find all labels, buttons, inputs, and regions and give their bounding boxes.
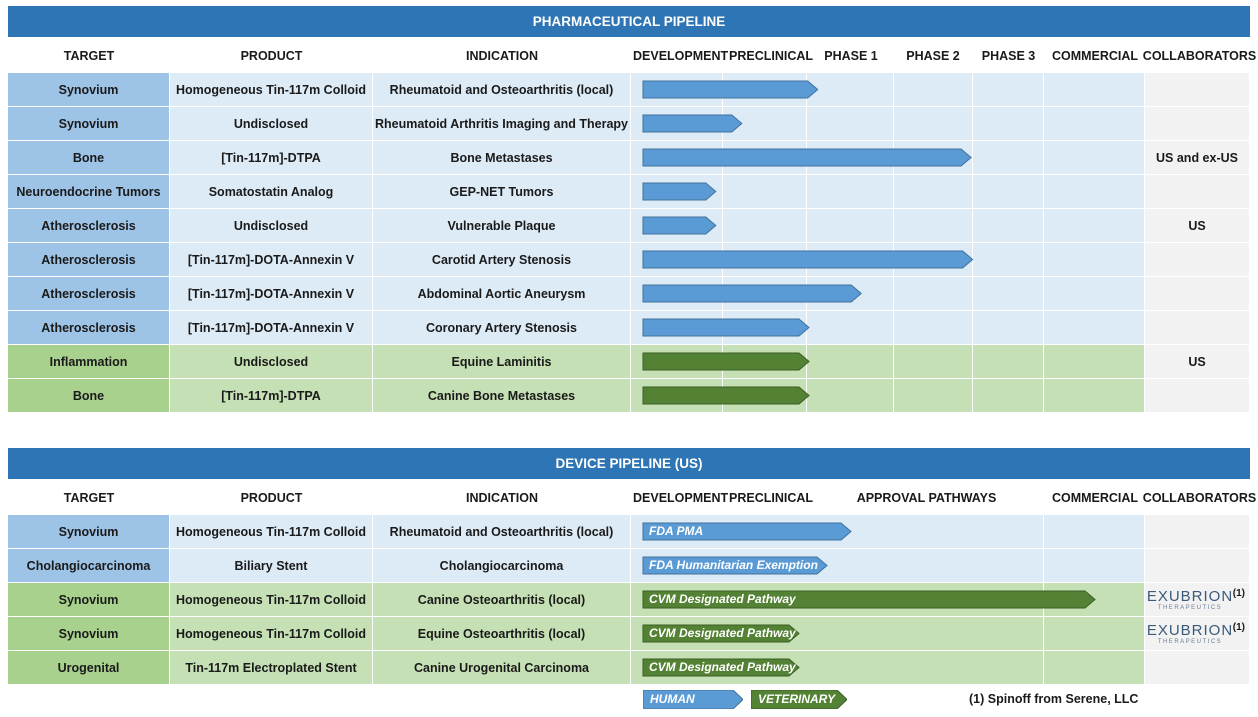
pharma-row (8, 243, 1250, 276)
pharma-stage-cell (1044, 379, 1145, 412)
pharma-header-product: PRODUCT (240, 49, 303, 63)
pharma-product-cell: [Tin-117m]-DOTA-Annexin V (170, 311, 373, 344)
device-target-cell: Synovium (8, 583, 170, 616)
pharma-collaborator-cell: US and ex-US (1145, 141, 1250, 174)
device-header-product: PRODUCT (240, 491, 303, 505)
pharma-stage-cell (807, 311, 894, 344)
device-indication-cell: Cholangiocarcinoma (373, 549, 631, 582)
pharma-stage-cell (973, 311, 1044, 344)
device-pathway-label: CVM Designated Pathway (649, 660, 796, 674)
pharma-row (8, 311, 1250, 344)
pharma-header-commercial: COMMERCIAL (1051, 49, 1139, 63)
pharma-stage-cell (1044, 73, 1145, 106)
pharma-row (8, 209, 1250, 242)
pharma-target-cell: Bone (8, 141, 170, 174)
pharma-target-cell: Atherosclerosis (8, 277, 170, 310)
device-commercial-cell (1044, 651, 1145, 684)
device-target-cell: Synovium (8, 617, 170, 650)
pharma-stage-cell (894, 107, 973, 140)
pharma-progress-bar (643, 115, 742, 132)
device-progress-bar (643, 557, 827, 574)
device-product-cell: Homogeneous Tin-117m Colloid (170, 515, 373, 548)
pharma-product-cell: [Tin-117m]-DTPA (170, 141, 373, 174)
pharma-header-target: TARGET (63, 49, 115, 63)
device-target-cell: Synovium (8, 515, 170, 548)
device-target-cell: Urogenital (8, 651, 170, 684)
pharma-progress-bar (643, 183, 716, 200)
exubrion-logo-name: EXUBRION (1146, 621, 1234, 639)
pharma-indication-cell: Carotid Artery Stenosis (373, 243, 631, 276)
pharma-indication-cell: Equine Laminitis (373, 345, 631, 378)
pharma-stage-cell (894, 277, 973, 310)
pharma-stage-cell (973, 209, 1044, 242)
pharma-stage-cell (807, 379, 894, 412)
device-product-cell: Tin-117m Electroplated Stent (170, 651, 373, 684)
pharma-progress-bar (643, 81, 818, 98)
pharma-progress-bar (643, 353, 809, 370)
device-header-indication: INDICATION (466, 491, 538, 505)
pharma-stage-cell (723, 175, 807, 208)
pharma-header-phase-1: PHASE 1 (824, 49, 878, 63)
pharma-target-cell: Synovium (8, 107, 170, 140)
pharma-progress-bar (643, 285, 861, 302)
device-header-approval-pathways: APPROVAL PATHWAYS (856, 491, 997, 505)
exubrion-logo-sub: THERAPEUTICS (1157, 604, 1223, 611)
legend-human (643, 690, 743, 709)
pharma-product-cell: Undisclosed (170, 107, 373, 140)
pharma-stage-cell (894, 209, 973, 242)
device-row (8, 549, 1250, 582)
pharma-collaborator-cell (1145, 243, 1250, 276)
device-commercial-cell (1044, 617, 1145, 650)
pharma-stage-cell (973, 107, 1044, 140)
pharma-target-cell: Synovium (8, 73, 170, 106)
device-header-collaborators: COLLABORATORS (1142, 491, 1257, 505)
pharma-stage-cell (1044, 209, 1145, 242)
device-indication-cell: Equine Osteoarthritis (local) (373, 617, 631, 650)
pharma-header-development: DEVELOPMENT (633, 49, 729, 63)
device-product-cell: Homogeneous Tin-117m Colloid (170, 583, 373, 616)
pharma-product-cell: [Tin-117m]-DOTA-Annexin V (170, 243, 373, 276)
pharma-stage-cell (1044, 175, 1145, 208)
device-header-commercial: COMMERCIAL (1051, 491, 1139, 505)
device-progress-bar (643, 625, 799, 642)
pharma-target-cell: Atherosclerosis (8, 311, 170, 344)
device-product-cell: Homogeneous Tin-117m Colloid (170, 617, 373, 650)
pharma-stage-cell (973, 243, 1044, 276)
device-row (8, 617, 1250, 650)
device-progress-bar (643, 659, 799, 676)
pharma-stage-cell (973, 277, 1044, 310)
pharma-stage-cell (894, 175, 973, 208)
pharma-target-cell: Bone (8, 379, 170, 412)
pharma-title: PHARMACEUTICAL PIPELINE (8, 6, 1250, 37)
pharma-stage-cell (1044, 277, 1145, 310)
pharma-target-cell: Neuroendocrine Tumors (8, 175, 170, 208)
footnote-ref: (1) (1232, 622, 1245, 633)
pharma-stage-cell (1044, 345, 1145, 378)
pharma-stage-cell (973, 175, 1044, 208)
pharma-collaborator-cell (1145, 379, 1250, 412)
pharma-header-preclinical: PRECLINICAL (729, 49, 814, 63)
pharma-product-cell: Homogeneous Tin-117m Colloid (170, 73, 373, 106)
pharma-target-cell: Inflammation (8, 345, 170, 378)
pharma-stage-cell (1044, 311, 1145, 344)
pharma-progress-bar (643, 217, 716, 234)
device-collaborator-cell (1145, 651, 1250, 684)
device-header-target: TARGET (63, 491, 115, 505)
pharma-stage-cell (973, 345, 1044, 378)
pharma-product-cell: Undisclosed (170, 209, 373, 242)
exubrion-logo (1147, 623, 1233, 645)
pharma-progress-bar (643, 387, 809, 404)
pharma-row (8, 107, 1250, 140)
pharma-row (8, 141, 1250, 174)
pharma-indication-cell: Bone Metastases (373, 141, 631, 174)
device-row (8, 515, 1250, 548)
device-pathway-label: CVM Designated Pathway (649, 592, 796, 606)
pharma-target-cell: Atherosclerosis (8, 209, 170, 242)
device-target-cell: Cholangiocarcinoma (8, 549, 170, 582)
pharma-stage-cell (807, 73, 894, 106)
device-collaborator-cell (1145, 617, 1250, 650)
device-collaborator-cell (1145, 549, 1250, 582)
device-header-development: DEVELOPMENT (633, 491, 729, 505)
legend-veterinary-label: VETERINARY (758, 692, 836, 706)
pharma-product-cell: Undisclosed (170, 345, 373, 378)
device-title: DEVICE PIPELINE (US) (8, 448, 1250, 479)
pharma-row (8, 175, 1250, 208)
pharma-indication-cell: Vulnerable Plaque (373, 209, 631, 242)
device-row (8, 651, 1250, 684)
pharma-stage-cell (1044, 243, 1145, 276)
device-progress-bar (643, 591, 1095, 608)
pharma-product-cell: [Tin-117m]-DTPA (170, 379, 373, 412)
pharma-stage-cell (973, 73, 1044, 106)
legend-veterinary (751, 690, 847, 709)
pharma-stage-cell (723, 209, 807, 242)
pharma-collaborator-cell (1145, 311, 1250, 344)
pharma-stage-cell (894, 311, 973, 344)
pharma-stage-cell (894, 345, 973, 378)
pharma-collaborator-cell (1145, 73, 1250, 106)
pharma-collaborator-cell (1145, 107, 1250, 140)
exubrion-logo-sub: THERAPEUTICS (1157, 638, 1223, 645)
pharma-collaborator-cell: US (1145, 345, 1250, 378)
pharma-stage-cell (894, 379, 973, 412)
pharma-stage-cell (807, 175, 894, 208)
legend-human-label: HUMAN (650, 692, 695, 706)
pharma-indication-cell: Rheumatoid and Osteoarthritis (local) (373, 73, 631, 106)
pharma-progress-bar (643, 149, 971, 166)
pharma-row (8, 345, 1250, 378)
device-indication-cell: Rheumatoid and Osteoarthritis (local) (373, 515, 631, 548)
device-pathway-label: FDA PMA (649, 524, 704, 538)
device-header-preclinical: PRECLINICAL (729, 491, 814, 505)
pharma-target-cell: Atherosclerosis (8, 243, 170, 276)
pharma-collaborator-cell (1145, 277, 1250, 310)
pharma-indication-cell: Abdominal Aortic Aneurysm (373, 277, 631, 310)
exubrion-logo (1147, 589, 1233, 611)
device-commercial-cell (1044, 515, 1145, 548)
device-collaborator-cell (1145, 515, 1250, 548)
device-pathway-label: CVM Designated Pathway (649, 626, 796, 640)
pharma-indication-cell: Rheumatoid Arthritis Imaging and Therapy (373, 107, 631, 140)
device-progress-bar (643, 523, 851, 540)
exubrion-logo-name: EXUBRION (1146, 587, 1234, 605)
device-product-cell: Biliary Stent (170, 549, 373, 582)
device-indication-cell: Canine Urogenital Carcinoma (373, 651, 631, 684)
pharma-stage-cell (1044, 107, 1145, 140)
device-row (8, 583, 1250, 616)
device-collaborator-cell (1145, 583, 1250, 616)
pharma-stage-cell (973, 141, 1044, 174)
pharma-row (8, 73, 1250, 106)
pharma-stage-cell (807, 209, 894, 242)
pharma-row (8, 277, 1250, 310)
pharma-stage-cell (973, 379, 1044, 412)
footnote-ref: (1) (1232, 588, 1245, 599)
pharma-indication-cell: Canine Bone Metastases (373, 379, 631, 412)
pharma-product-cell: [Tin-117m]-DOTA-Annexin V (170, 277, 373, 310)
pharma-collaborator-cell (1145, 175, 1250, 208)
pharma-indication-cell: Coronary Artery Stenosis (373, 311, 631, 344)
device-indication-cell: Canine Osteoarthritis (local) (373, 583, 631, 616)
pharma-progress-bar (643, 319, 809, 336)
pharma-stage-cell (894, 73, 973, 106)
device-pathway-label: FDA Humanitarian Exemption (649, 558, 818, 572)
pharma-progress-bar (643, 251, 973, 268)
pharma-row (8, 379, 1250, 412)
pharma-stage-cell (1044, 141, 1145, 174)
pharma-collaborator-cell: US (1145, 209, 1250, 242)
pharma-stage-cell (807, 107, 894, 140)
pharma-header-indication: INDICATION (466, 49, 538, 63)
pharma-stage-cell (807, 345, 894, 378)
pharma-product-cell: Somatostatin Analog (170, 175, 373, 208)
device-commercial-cell (1044, 549, 1145, 582)
pharma-header-collaborators: COLLABORATORS (1142, 49, 1257, 63)
footnote: (1) Spinoff from Serene, LLC (969, 692, 1139, 706)
pharma-header-phase-2: PHASE 2 (906, 49, 960, 63)
pharma-indication-cell: GEP-NET Tumors (373, 175, 631, 208)
pharma-header-phase-3: PHASE 3 (981, 49, 1036, 63)
